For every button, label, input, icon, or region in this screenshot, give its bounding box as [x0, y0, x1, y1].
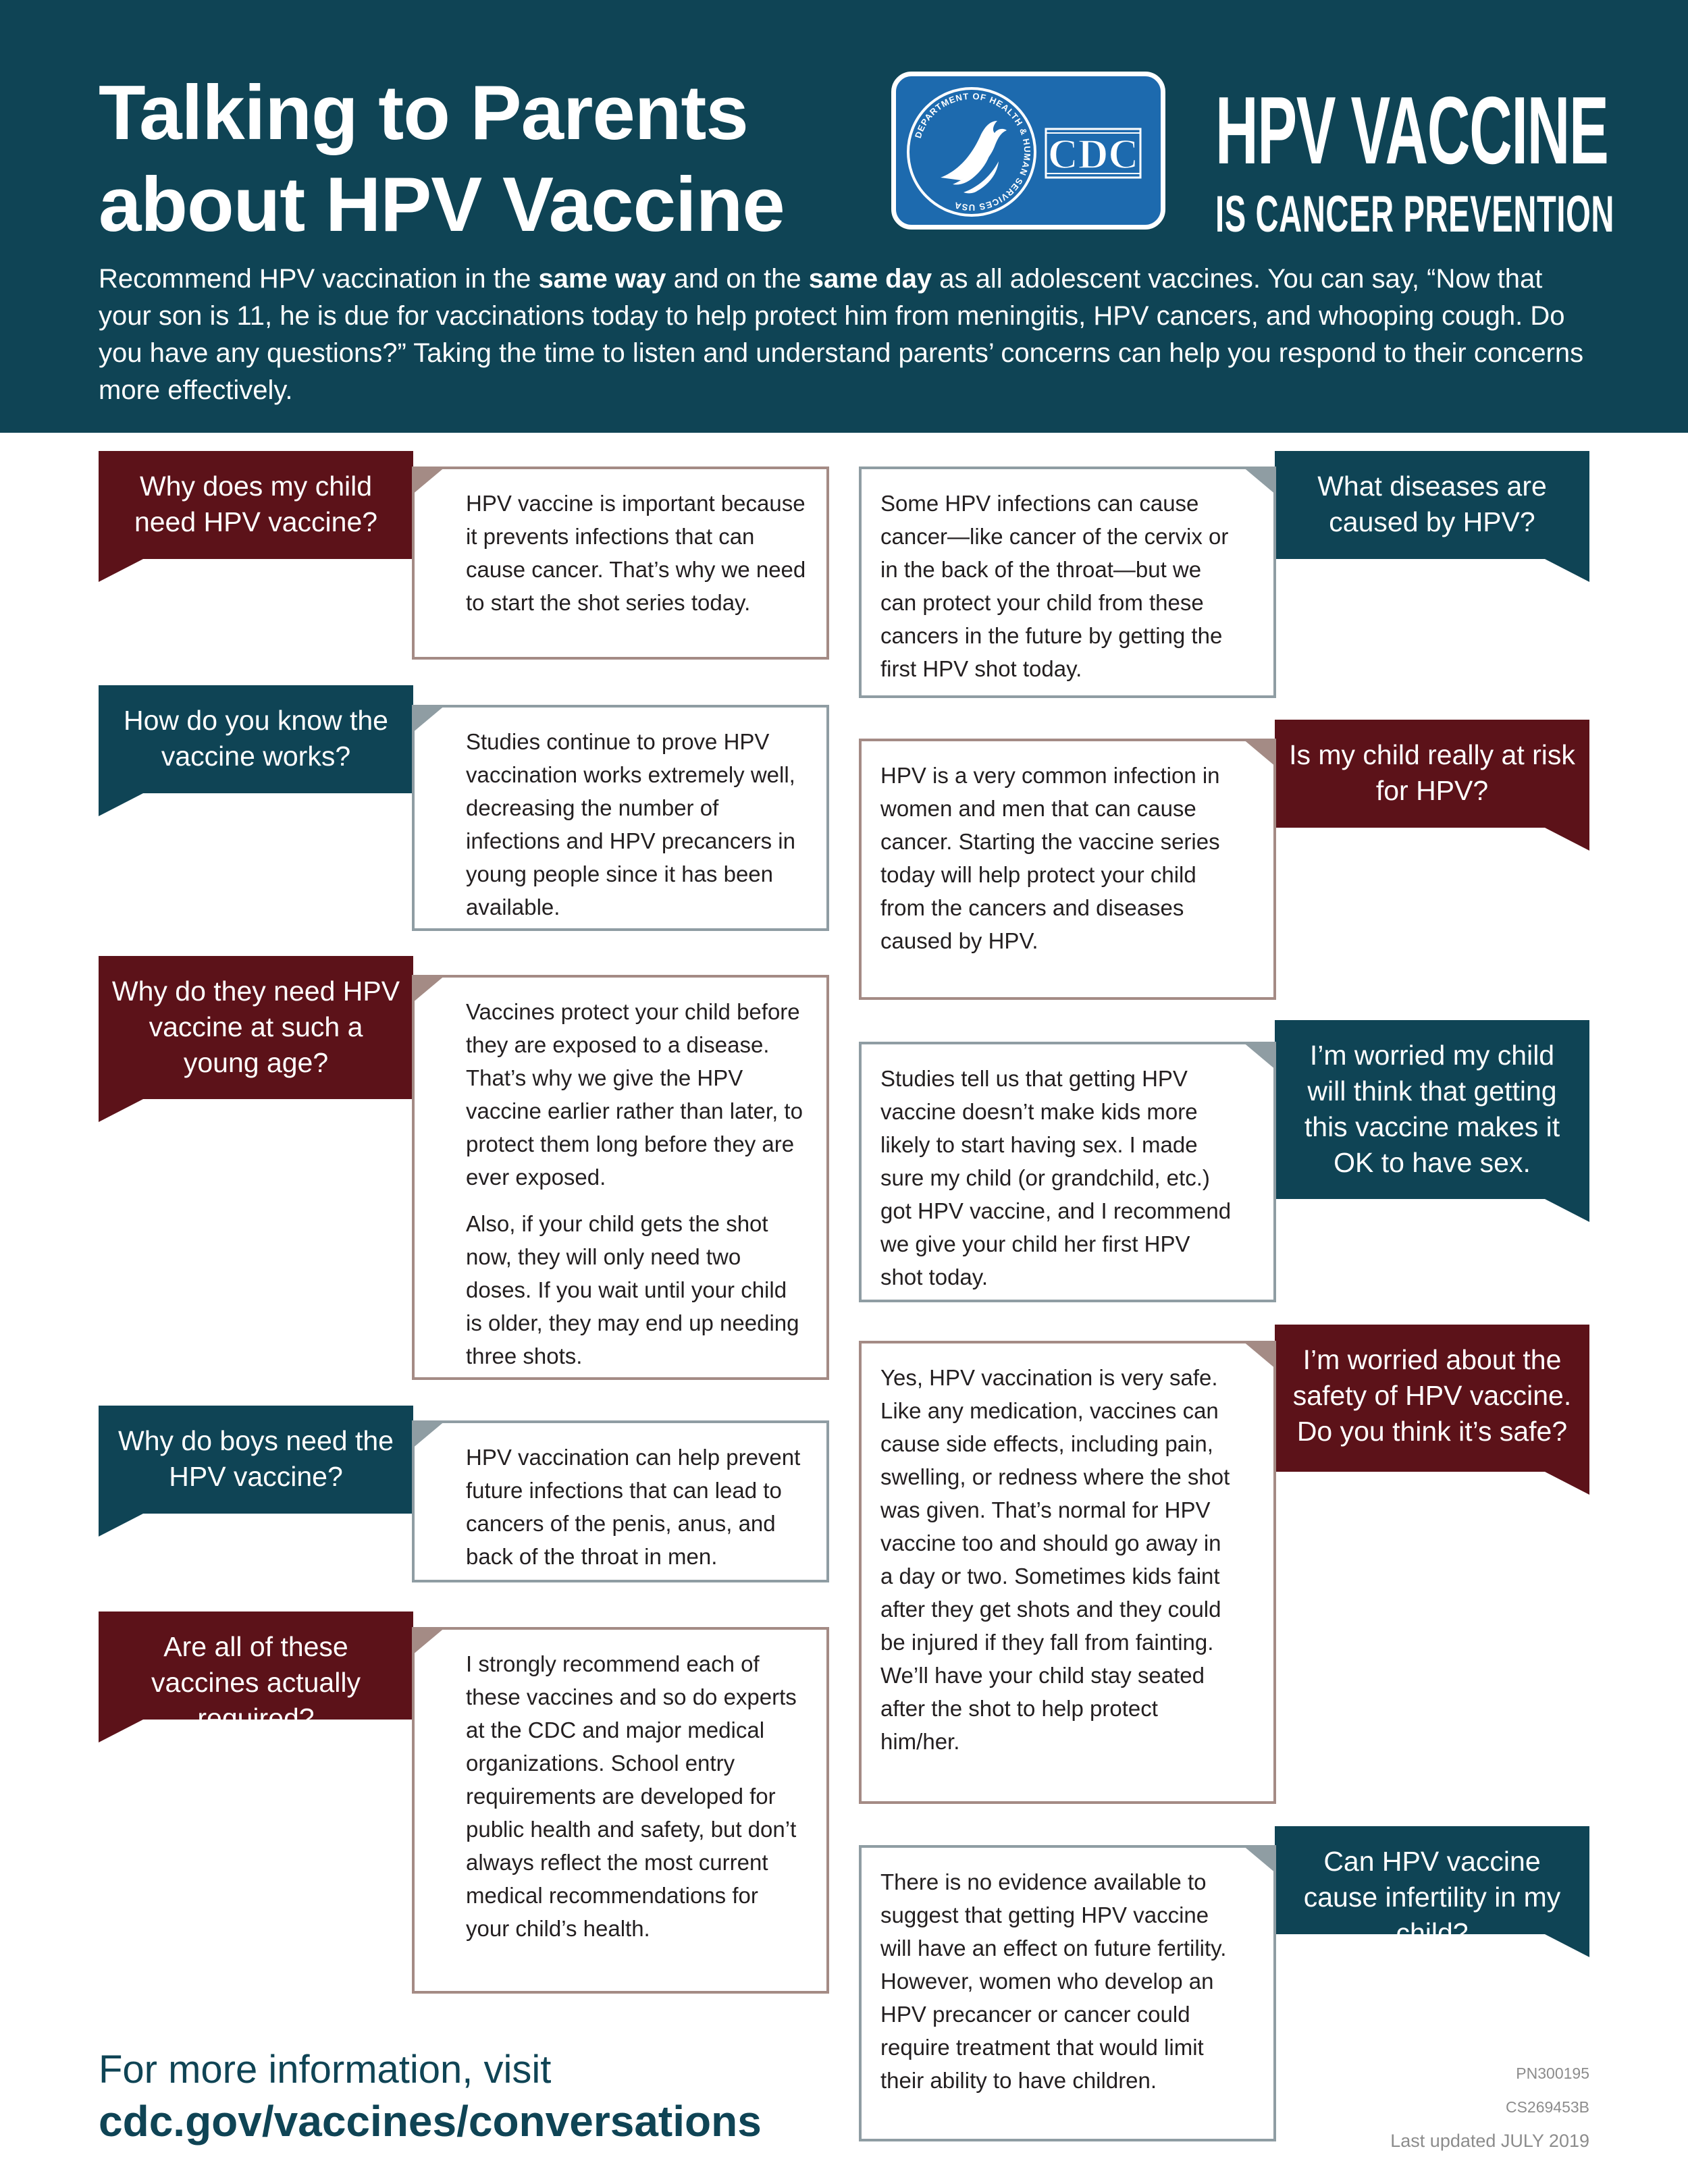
publication-id: CS269453B: [1505, 2098, 1589, 2116]
header-banner: [0, 0, 1688, 433]
intro-text-2: and on the: [666, 264, 809, 294]
last-updated: Last updated JULY 2019: [1390, 2131, 1589, 2151]
question-text: Can HPV vaccine cause infertility in my child?: [1275, 1826, 1589, 1934]
bubble-tail: [1545, 1934, 1589, 1957]
cdc-logo-text: CDC: [1047, 132, 1139, 178]
question-bubble: [99, 451, 413, 559]
answer-text: Studies tell us that getting HPV vaccine doesn’t make kids more likely to start having sex. I made sure my child (or grandchild, etc.) got HPV vaccine, and I recommend we give your child her first HPV shot today.: [880, 1066, 1232, 1289]
answer-text: Yes, HPV vaccination is very safe. Like any medication, vaccines can cause side effects, including pain, swelling, or redness where the shot was given. That’s normal for HPV vaccine too and should go away in a day or two. Sometimes kids faint after they get shots and they could be injured if they fall from fainting. We’ll have your child stay seated after the shot to help protect him/her.: [880, 1365, 1230, 1754]
question-text: Why does my child need HPV vaccine?: [99, 451, 413, 559]
answer-box: [412, 1420, 829, 1582]
question-bubble: [1275, 1325, 1589, 1472]
question-bubble: [1275, 720, 1589, 828]
question-bubble: [99, 1612, 413, 1734]
campaign-line-2: IS CANCER PREVENTION: [1215, 186, 1615, 243]
seal-text: DEPARTMENT OF HEALTH & HUMAN SERVICES USA: [912, 90, 1033, 213]
box-corner: [412, 1627, 446, 1655]
footer-more-info: [99, 2046, 762, 2148]
question-text: I’m worried my child will think that getting this vaccine makes it OK to have sex.: [1275, 1020, 1589, 1199]
question-text: I’m worried about the safety of HPV vaccine. Do you think it’s safe?: [1275, 1325, 1589, 1472]
bubble-tail: [1545, 1472, 1589, 1495]
answer-box: [859, 1845, 1276, 2141]
answer-text: HPV is a very common infection in women and men that can cause cancer. Starting the vaccine series today will help protect your child from the cancers and diseases caused by HPV.: [880, 763, 1220, 953]
question-text: Are all of these vaccines actually required?: [99, 1612, 413, 1720]
intro-bold-1: same way: [538, 264, 666, 294]
answer-box: [412, 705, 829, 931]
page-title: [99, 68, 785, 251]
question-bubble: [99, 956, 413, 1099]
hhs-eagle-icon: [896, 76, 1161, 225]
question-text: What diseases are caused by HPV?: [1275, 451, 1589, 559]
question-text: Is my child really at risk for HPV?: [1275, 720, 1589, 828]
bubble-tail: [1545, 1199, 1589, 1222]
intro-text-1: Recommend HPV vaccination in the: [99, 264, 539, 294]
answer-box: [412, 467, 829, 660]
question-bubble: [1275, 1826, 1589, 1948]
box-corner: [1242, 1042, 1276, 1070]
bubble-tail: [99, 793, 143, 816]
box-corner: [1242, 467, 1276, 495]
answer-box: [859, 739, 1276, 1000]
bubble-tail: [1545, 559, 1589, 582]
publication-number: PN300195: [1516, 2065, 1589, 2082]
answer-text: Studies continue to prove HPV vaccination works extremely well, decreasing the number of infections and HPV precancers in young people since it has been available.: [466, 729, 795, 920]
question-text: Why do boys need the HPV vaccine?: [99, 1406, 413, 1514]
answer-box: [412, 975, 829, 1380]
title-line-1: Talking to Parents: [99, 70, 748, 156]
answer-text: I strongly recommend each of these vaccines and so do experts at the CDC and major medical organizations. School entry requirements are developed for public health and safety, but don’t always reflect the most current medical recommendations for your child’s health.: [466, 1651, 797, 1941]
box-corner: [1242, 739, 1276, 767]
question-text: How do you know the vaccine works?: [99, 685, 413, 793]
box-corner: [412, 975, 446, 1003]
answer-box: [859, 1341, 1276, 1804]
bubble-tail: [99, 1720, 143, 1742]
answer-box: [859, 1042, 1276, 1302]
answer-text: HPV vaccination can help prevent future infections that can lead to cancers of the penis, anus, and back of the throat in men.: [466, 1445, 801, 1569]
intro-text-3: as all adolescent vaccines. You can say, “Now that your son is 11, he is due for vaccinations today to help protect him from meningitis, HPV cancers, and whooping cough. Do you have any questions?” Taking the time to listen and understand parents’ concerns can help you respond to their concerns more effectively.: [99, 264, 1584, 405]
bubble-tail: [99, 559, 143, 582]
answer-box: [412, 1627, 829, 1994]
box-corner: [412, 705, 446, 733]
question-bubble: [1275, 451, 1589, 559]
footer-intro: For more information, visit: [99, 2048, 552, 2092]
intro-paragraph: [99, 261, 1598, 409]
question-bubble: [99, 685, 413, 793]
answer-text: Also, if your child gets the shot now, they will only need two doses. If you wait until your child is older, they may end up needing three shots.: [466, 1211, 799, 1368]
answer-text: Vaccines protect your child before they are exposed to a disease. That’s why we give the HPV vaccine earlier rather than later, to protect them long before they are ever exposed.: [466, 999, 803, 1190]
answer-text: HPV vaccine is important because it prevents infections that can cause cancer. That’s why we need to start the shot series today.: [466, 491, 806, 615]
answer-text: There is no evidence available to suggest that getting HPV vaccine will have an effect on future fertility. However, women who develop an HPV precancer or cancer could require treatment that would limit their ability to have children.: [880, 1869, 1227, 2093]
footer-url-link[interactable]: cdc.gov/vaccines/conversations: [99, 2097, 762, 2146]
box-corner: [412, 467, 446, 495]
box-corner: [412, 1420, 446, 1449]
question-text: Why do they need HPV vaccine at such a young age?: [99, 956, 413, 1099]
bubble-tail: [99, 1514, 143, 1537]
bubble-tail: [99, 1099, 143, 1122]
answer-box: [859, 467, 1276, 698]
cdc-logo: [891, 72, 1165, 230]
question-bubble: [1275, 1020, 1589, 1199]
box-corner: [1242, 1341, 1276, 1369]
publication-codes: [1390, 2056, 1589, 2158]
answer-text: Some HPV infections can cause cancer—like cancer of the cervix or in the back of the throat—but we can protect your child from these cancers in the future by getting the first HPV shot today.: [880, 491, 1229, 681]
box-corner: [1242, 1845, 1276, 1873]
bubble-tail: [1545, 828, 1589, 851]
campaign-wordmark: [1215, 77, 1615, 243]
campaign-line-1: HPV VACCINE: [1215, 77, 1608, 184]
question-bubble: [99, 1406, 413, 1514]
cdc-wordmark-icon: [1046, 129, 1140, 178]
intro-bold-2: same day: [808, 264, 932, 294]
title-line-2: about HPV Vaccine: [99, 162, 785, 248]
